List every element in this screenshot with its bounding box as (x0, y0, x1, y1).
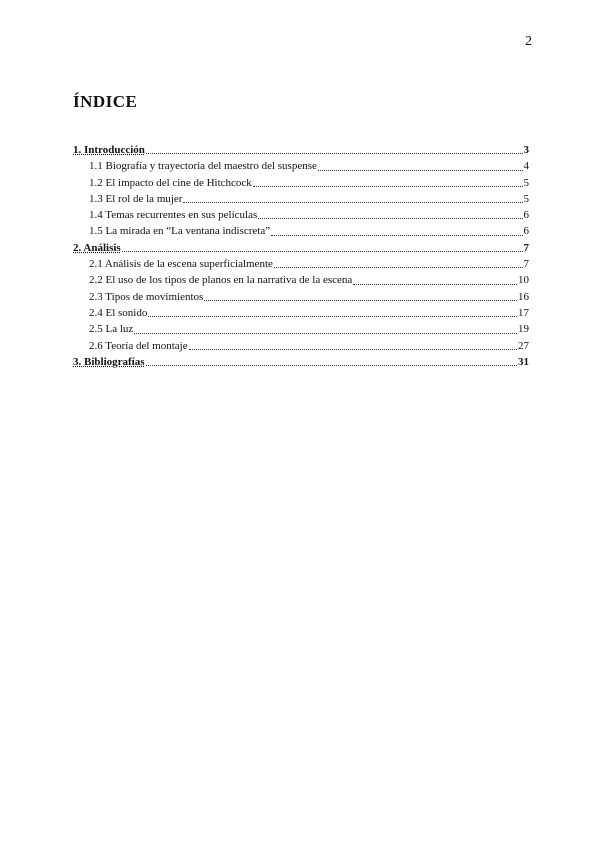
toc-entry-label: 2. Análisis (73, 241, 121, 254)
toc-entry-label: 2.1 Análisis de la escena superficialmente (89, 258, 273, 271)
toc-subsection[interactable] (73, 191, 529, 207)
toc-entry-label: 1. Introducción (73, 144, 145, 156)
dot-leader (148, 316, 517, 317)
dot-leader (274, 267, 523, 268)
toc-entry-page: 4 (523, 160, 529, 173)
toc-entry-page: 6 (523, 225, 529, 238)
toc-subsection[interactable] (73, 175, 529, 191)
toc-entry-page: 10 (518, 274, 529, 287)
page-title: ÍNDICE (73, 92, 138, 111)
toc-entry-page: 7 (523, 241, 529, 254)
dot-leader (353, 284, 517, 285)
toc-entry-label: 1.2 El impacto del cine de Hitchcock (89, 176, 252, 189)
toc-section[interactable] (73, 354, 529, 370)
toc-subsection[interactable] (73, 289, 529, 305)
toc-entry-page: 27 (518, 339, 529, 352)
toc-entry-label: 2.3 Tipos de movimientos (89, 290, 204, 303)
toc-subsection[interactable] (73, 272, 529, 288)
toc-entry-label: 1.1 Biografía y trayectoria del maestro del suspense (89, 160, 317, 173)
dot-leader (146, 365, 517, 366)
page-number: 2 (525, 34, 532, 49)
toc-entry-page: 17 (518, 306, 529, 319)
dot-leader (122, 251, 523, 252)
toc-entry-label: 1.5 La mirada en “La ventana indiscreta” (89, 225, 271, 238)
toc-entry-page: 19 (518, 323, 529, 336)
toc-subsection[interactable] (73, 256, 529, 272)
dot-leader (146, 153, 523, 154)
toc-subsection[interactable] (73, 158, 529, 174)
dot-leader (253, 186, 523, 187)
toc-subsection[interactable] (73, 321, 529, 337)
toc-entry-label: 3. Bibliografías (73, 355, 145, 368)
toc-entry-label: 2.6 Teoría del montaje (89, 339, 188, 352)
toc-subsection[interactable] (73, 305, 529, 321)
dot-leader (134, 333, 517, 334)
toc-entry-label: 1.3 El rol de la mujer (89, 192, 183, 205)
toc-entry-page: 31 (518, 355, 529, 368)
dot-leader (271, 235, 522, 236)
table-of-contents (73, 142, 529, 370)
toc-entry-label: 1.4 Temas recurrentes en sus películas (89, 209, 258, 222)
toc-entry-label: 2.5 La luz (89, 323, 134, 336)
toc-section[interactable] (73, 142, 529, 158)
dot-leader (183, 202, 522, 203)
toc-entry-page: 6 (523, 209, 529, 222)
toc-subsection[interactable] (73, 207, 529, 223)
toc-entry-page: 16 (518, 290, 529, 303)
toc-entry-page: 5 (523, 176, 529, 189)
toc-entry-label: 2.2 El uso de los tipos de planos en la narrativa de la escena (89, 274, 353, 287)
dot-leader (318, 170, 523, 171)
dot-leader (258, 218, 522, 219)
dot-leader (189, 349, 517, 350)
toc-subsection[interactable] (73, 223, 529, 239)
toc-entry-page: 3 (523, 144, 529, 156)
toc-section[interactable] (73, 240, 529, 256)
toc-entry-label: 2.4 El sonido (89, 306, 148, 319)
dot-leader (204, 300, 517, 301)
toc-subsection[interactable] (73, 338, 529, 354)
toc-entry-page: 7 (523, 258, 529, 271)
toc-entry-page: 5 (523, 192, 529, 205)
